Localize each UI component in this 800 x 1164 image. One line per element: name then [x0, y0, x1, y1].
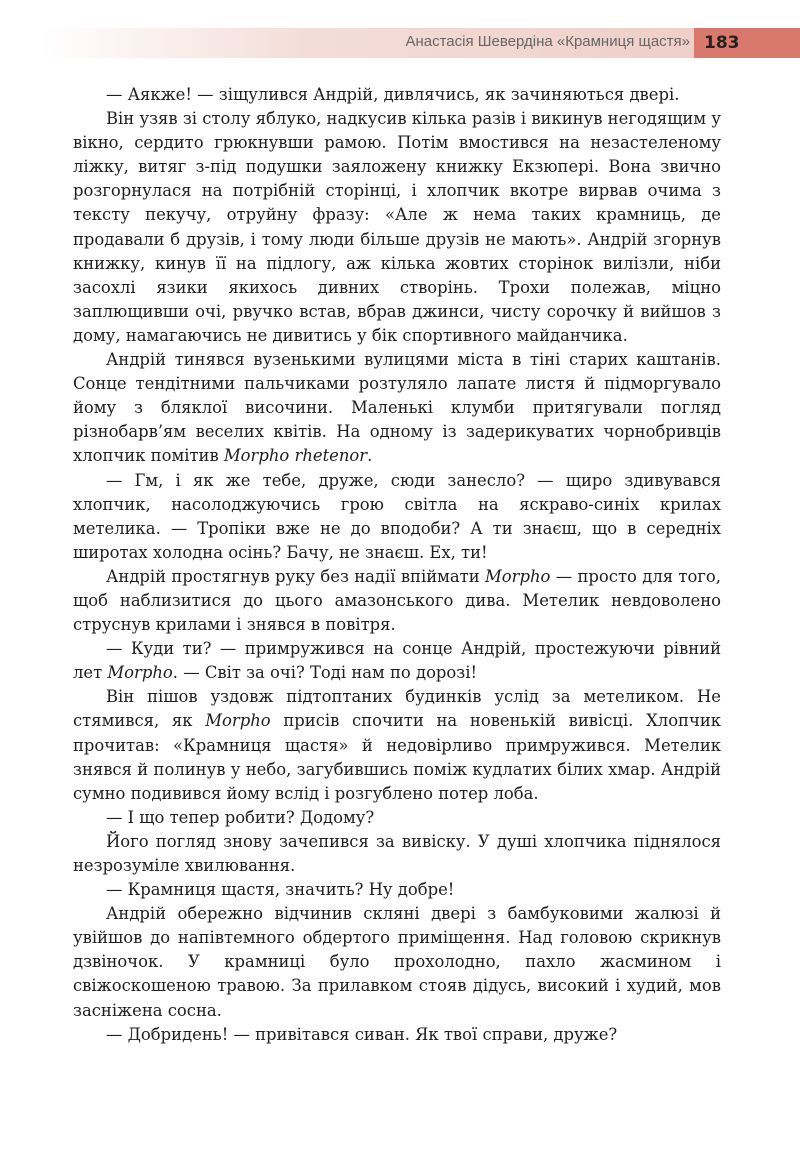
paragraph-11: Андрій обережно відчинив скляні двері з бамбуковими жалюзі й увійшов до напівтемного обдертого приміщення. Над головою скрикнув дзвіночок. У крамниці було прохолодно, пахло жасмином і свіжоскошеною травою. За прилавком стояв дідусь, високий і худий, мов засніжена сосна.: [73, 904, 721, 1020]
paragraph-2: Він узяв зі столу яблуко, надкусив кілька разів і викинув негодящим у вікно, сердито грюкнувши рамою. Потім вмостився на незастеленому ліжку, витяг з-під подушки заяложену книжку Екзюпері. Вона звично розгорнулася на потрібній сторінці, і хлопчик вкотре вирвав очима з тексту пекучу, отруйну фразу: «Але ж нема таких крамниць, де продавали б друзів, і тому люди більше друзів не мають». Андрій згорнув книжку, кинув її на підлогу, аж кілька жовтих сторінок вилізли, ніби засохлі язики якихось дивних створінь. Трохи полежав, міцно заплющивши очі, рвучко встав, вбрав джинси, чисту сорочку й вийшов з дому, намагаючись не дивитись у бік спортивного майданчика.: [73, 109, 721, 345]
species-name: Morpho: [485, 566, 551, 586]
paragraph-4: — Гм, і як же тебе, друже, сюди занесло? — щиро здивувався хлопчик, насолоджуючись грою світла на яскраво-синіх крилах метелика. — Тропіки вже не до вподоби? А ти знаєш, що в середніх широтах холодна осінь? Бачу, не знаєш. Ех, ти!: [73, 470, 721, 562]
paragraph-3: Андрій тинявся вузенькими вулицями міста в тіні старих каштанів. Сонце тендітними пальчиками розтуляло лапате листя й підморгувало йому з бляклої височини. Маленькі клумби притягували погляд різнобарв’ям веселих квітів. На одному із задерикуватих чорнобривців хлопчик помітив Morpho rhetenor.: [73, 350, 721, 466]
paragraph-8: — І що тепер робити? Додому?: [106, 807, 375, 827]
paragraph-10: — Крамниця щастя, значить? Ну добре!: [106, 880, 455, 900]
species-name: Morpho rhetenor: [223, 446, 368, 466]
paragraph-7: Він пішов уздовж підтоптаних будинків услід за метеликом. Не стямився, як Morpho присів спочити на новенькій вивісці. Хлопчик прочитав: «Крамниця щастя» й недовірливо примружився. Метелик знявся й полинув у небо, загубившись поміж кудлатих білих хмар. Андрій сумно подивився йому вслід і розгублено потер лоба.: [73, 687, 721, 803]
running-title: Анастасія Шевердіна «Крамниця щастя»: [405, 33, 690, 50]
paragraph-12: — Добридень! — привітався сиван. Як твої справи, друже?: [106, 1024, 618, 1044]
page-header: [0, 28, 800, 58]
species-name: Morpho: [205, 711, 271, 731]
paragraph-5: Андрій простягнув руку без надії впіймати Morpho — просто для того, щоб наблизитися до цього амазонського дива. Метелик невдоволено струснув крилами і знявся в повітря.: [73, 566, 722, 635]
page-number: 183: [694, 28, 800, 58]
paragraph-1: — Аякже! — зіщулився Андрій, дивлячись, як зачиняються двері.: [106, 85, 680, 104]
species-name: Morpho: [107, 663, 173, 683]
paragraph-9: Його погляд знову зачепився за вивіску. У душі хлопчика піднялося незрозуміле хвилювання.: [73, 831, 721, 875]
paragraph-6: — Куди ти? — примружився на сонце Андрій, простежуючи рівний лет Morpho. — Світ за очі? Тоді нам по дорозі!: [73, 639, 721, 683]
story-text: [73, 83, 721, 1047]
